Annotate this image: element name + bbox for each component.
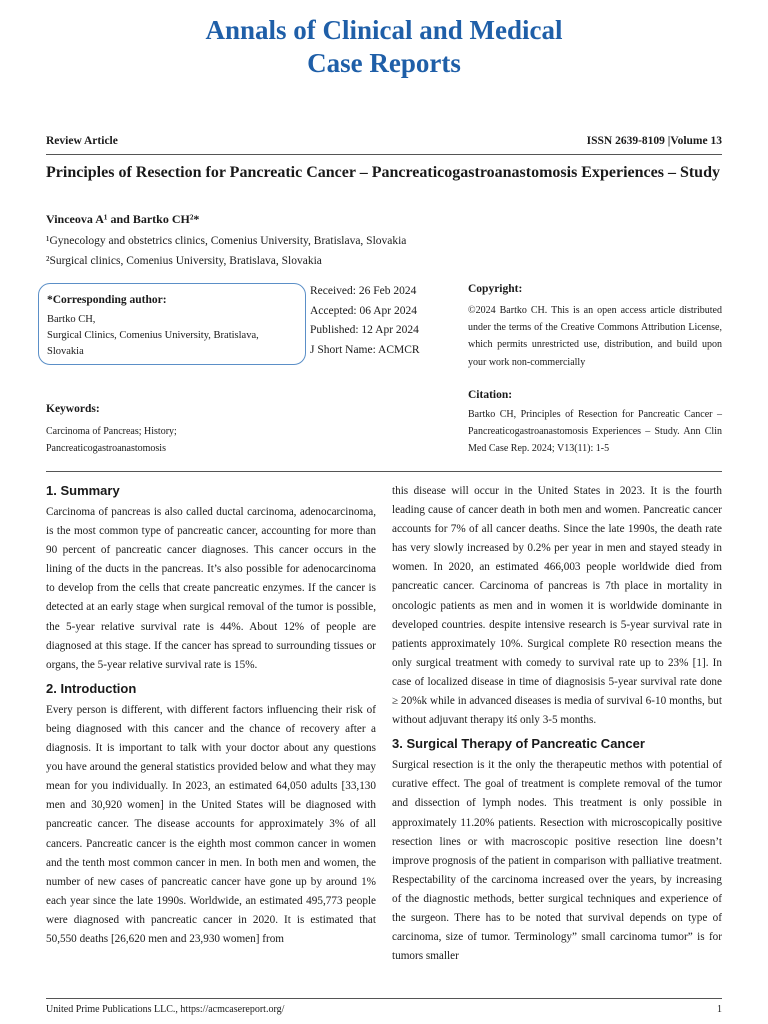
- summary-paragraph: Carcinoma of pancreas is also called ductal carcinoma, adenocarcinoma, is the most common type of pancreatic cancer, accounting for more than 90 percent of pancreatic cancer diagnoses. This cancer occurs in the lining of the ducts in the pancreas. It’s also possible for adenocarcinoma to develop from the cells that create pancreatic enzymes. If the cancer is detected at an early stage when surgical removal of the tumor is possible, the 5-year relative survival rate is 44%. About 12% of people are diagnosed at this stage. If the cancer has spread to surrounding tissues or organs, the 5-year relative survival rate is 15%.: [46, 506, 376, 671]
- footer-divider: [46, 998, 722, 999]
- keywords-text: [46, 423, 246, 457]
- body-divider: [46, 471, 722, 472]
- journal-title-line-2: Case Reports: [307, 48, 461, 78]
- copyright-text: ©2024 Bartko CH. This is an open access article distributed under the terms of the Creative Commons Attribution License, which permits unrestricted use, distribution, and build upon your work non-commercially: [468, 305, 722, 368]
- corresponding-author-name: Bartko CH,: [47, 314, 96, 325]
- header-divider: [46, 154, 722, 155]
- introduction-paragraph: Every person is different, with different factors influencing their risk of being diagnosed with this cancer and the chance of recovery after a diagnosis. It is important to talk with your doctor about any questions you have around the general statistics provided below and what they may mean for you individually. In 2023, an estimated 64,050 adults [33,130 men and 30,920 women] in the United States will be diagnosed with pancreatic cancer. The disease accounts for approximately 3% of all cancers. Pancreatic cancer is the eighth most common cancer in women and the tenth most common cancer in men. In both men and women, the number of new cases of pancreatic cancer have gone up by around 1% each year since the late 1990s. Worldwide, an estimated 495,773 people were diagnosed with pancreatic cancer in 2020. It is estimated that 50,550 deaths [26,620 men and 23,930 women] from: [46, 703, 376, 945]
- page-footer: [46, 1004, 722, 1015]
- journal-short-name: J Short Name: ACMCR: [310, 343, 420, 356]
- corresponding-author-box: [38, 283, 306, 365]
- surgical-therapy-paragraph: Surgical resection is it the only the therapeutic methos with potential of curative effect. The goal of treatment is complete removal of the tumor and dissection of lymph nodes. This treatment is only possible in approximately 11.20% patients. Resection with microscopically positive resection lines or with macroscopic positive resection line doesn’t improve prognosis of the patient in comparison with palliative treatment. Respectability of the carcinoma increased over the years, by increasing of the diagnostic methods, better surgical techniques and experience of the surgeon. There has to be noted that survival depends on type of carcinoma, size of tumor. Terminology” small carcinoma tumor” is for tumors smaller: [392, 759, 722, 963]
- introduction-paragraph-continued: this disease will occur in the United States in 2023. It is the fourth leading cause of cancer death in both men and women. Pancreatic cancer accounts for 7% of all cancer deaths. Since the late 1990s, the death rate has very slowly increased by 0.2% per year in men and stayed steady in women. In 2020, an estimated 466,003 people worldwide died from pancreatic cancer. Carcinoma of pancreas is 7th place in mortality in oncologic patients as men and in women it is worldwide dominante in developed countries. despite intensive research is 5-year survival rate in patients approximately 10%. Surgical complete R0 resection means the only surgical treatment with comedy to survival rate up to 23% [1]. In case of localized disease in time of diagnosisis 5-year survival rate done ≥ 20%k while in advanced diseases is media of survival 6-10 months, but without adjuvant therapy itś only 3-5 months.: [392, 485, 722, 727]
- affiliation-2: ²Surgical clinics, Comenius University, Bratislava, Slovakia: [46, 255, 322, 267]
- summary-heading: 1. Summary: [46, 483, 120, 498]
- authors: Vinceova A¹ and Bartko CH²*: [46, 212, 200, 226]
- body-column-left: [46, 482, 376, 954]
- citation-text: Bartko CH, Principles of Resection for Pancreatic Cancer – Pancreaticogastroanastomosis Experiences – Study. Ann Clin Med Case Rep. 2024; V13(11): 1-5: [468, 409, 722, 455]
- published-date: Published: 12 Apr 2024: [310, 324, 419, 336]
- page-number: 1: [717, 1004, 722, 1015]
- corresponding-author-address: Surgical Clinics, Comenius University, Bratislava, Slovakia: [47, 330, 259, 357]
- affiliation-1: ¹Gynecology and obstetrics clinics, Comenius University, Bratislava, Slovakia: [46, 235, 407, 247]
- received-date: Received: 26 Feb 2024: [310, 285, 417, 297]
- accepted-date: Accepted: 06 Apr 2024: [310, 304, 417, 317]
- surgical-therapy-heading: 3. Surgical Therapy of Pancreatic Cancer: [392, 736, 645, 752]
- copyright-heading: Copyright:: [468, 283, 523, 295]
- issn-volume: ISSN 2639-8109 |Volume 13: [586, 135, 722, 147]
- introduction-heading: 2. Introduction: [46, 680, 137, 696]
- journal-title: [0, 14, 768, 80]
- article-title: Principles of Resection for Pancreatic Cancer – Pancreaticogastroanastomosis Experiences – Study: [46, 164, 720, 181]
- body-column-right: [392, 482, 722, 971]
- article-type: Review Article: [46, 135, 118, 147]
- keywords-heading: Keywords:: [46, 403, 100, 415]
- citation-heading: Citation:: [468, 389, 513, 401]
- corresponding-author-label: *Corresponding author:: [47, 294, 167, 306]
- keywords-line-1: Carcinoma of Pancreas; History;: [46, 426, 177, 437]
- publisher-link[interactable]: United Prime Publications LLC., https://acmcasereport.org/: [46, 1004, 285, 1015]
- article-meta-row: [46, 135, 722, 147]
- publication-dates: [310, 282, 420, 360]
- keywords-line-2: Pancreaticogastroanastomosis: [46, 443, 166, 454]
- journal-title-line-1: Annals of Clinical and Medical: [205, 15, 563, 45]
